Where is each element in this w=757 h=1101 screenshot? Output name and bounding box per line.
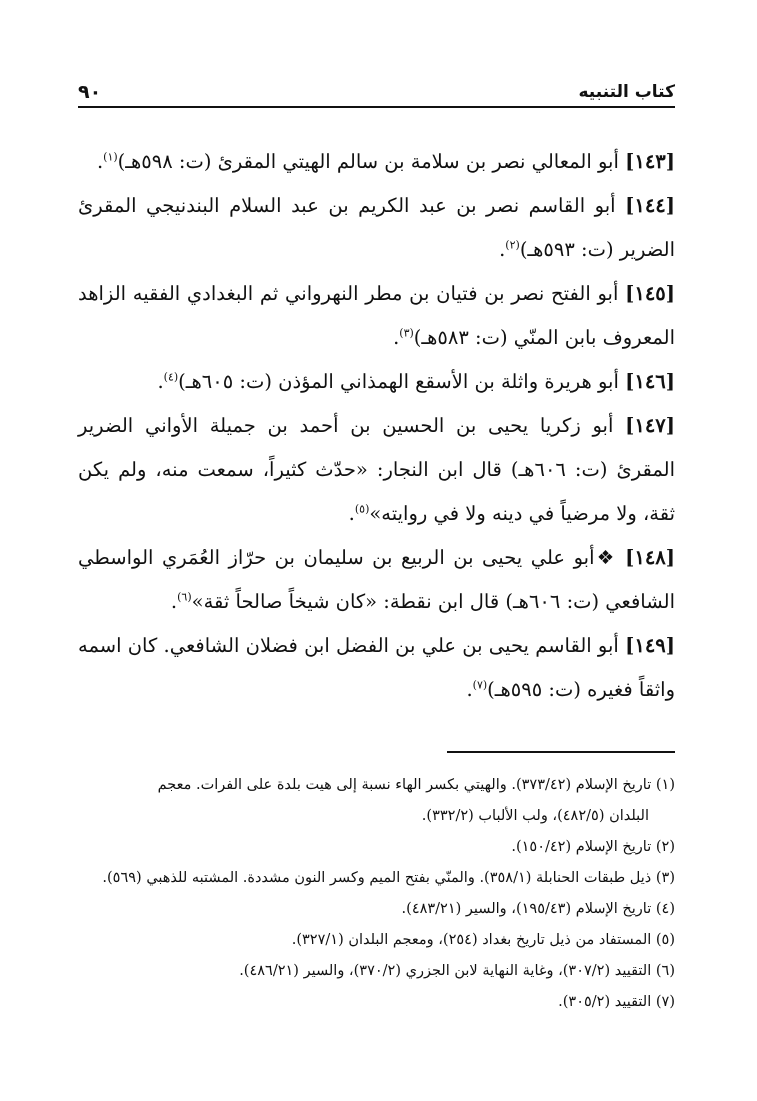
entry-149 [78,624,675,712]
entry-146 [78,360,675,404]
entry-number: [١٤٥] [625,282,675,305]
footnote-3: (٣) ذيل طبقات الحنابلة (٣٥٨/١). والمنّي بفتح الميم وكسر النون مشددة. المشتبه للذهبي (٥٦٩). [102,870,675,886]
entry-147 [78,404,675,536]
footnote-1-continued: البلدان (٤٨٢/٥)، ولب الألباب (٣٣٢/٢). [421,808,649,824]
entry-number: [١٤٩] [625,634,675,657]
footnote-4: (٤) تاريخ الإسلام (١٩٥/٤٣)، والسير (٤٨٣/٢١). [401,901,675,917]
entry-number: [١٤٣] [625,150,675,173]
page-number: ٩٠ [78,81,102,103]
entries-list [78,140,675,712]
footnotes-list [78,770,675,1018]
entry-text: أبو القاسم نصر بن عبد الكريم بن عبد السلام البندنيجي المقرئ الضرير (ت: ٥٩٣هـ) [78,194,675,261]
footnote-ref: (٤) [163,370,179,384]
running-header [78,72,675,108]
footnote-ref: (١) [103,150,118,164]
entry-number: [١٤٦] [625,370,675,393]
entry-end: . [170,590,178,613]
footnote-ref: (٥) [354,502,370,516]
entry-end: . [96,150,104,173]
footnote-2: (٢) تاريخ الإسلام (١٥٠/٤٢). [511,839,675,855]
entry-143 [78,140,675,184]
entry-number: [١٤٨] [625,546,675,569]
entry-number: [١٤٧] [625,414,676,437]
entry-end: . [348,502,355,525]
entry-148 [78,536,675,624]
footnote-ref: (٧) [472,678,488,692]
footnote-ref: (٢) [505,238,520,252]
footnote-separator [447,751,675,753]
footnote-6: (٦) التقييد (٣٠٧/٢)، وغاية النهاية لابن الجزري (٣٧٠/٢)، والسير (٤٨٦/٢١). [239,963,675,979]
footnote-ref: (٦) [177,590,192,604]
footnote-1: (١) تاريخ الإسلام (٣٧٣/٤٢). والهيتي بكسر الهاء نسبة إلى هيت بلدة على الفرات. معجم [157,777,675,793]
footnote-7: (٧) التقييد (٣٠٥/٢). [558,994,675,1010]
entry-text: ❖أبو علي يحيى بن الربيع بن سليمان بن حرّاز العُمَري الواسطي الشافعي (ت: ٦٠٦هـ) قال ابن نقطة: «كان شيخاً صالحاً ثقة» [78,546,675,613]
footnote-5: (٥) المستفاد من ذيل تاريخ بغداد (٢٥٤)، ومعجم البلدان (٣٢٧/١). [291,932,675,948]
entry-number: [١٤٤] [625,194,675,217]
entry-text: أبو الفتح نصر بن فتيان بن مطر النهرواني ثم البغدادي الفقيه الزاهد المعروف بابن المنّي (ت: ٥٨٣هـ) [78,282,675,349]
entry-end: . [157,370,164,393]
entry-text: أبو هريرة واثلة بن الأسقع الهمذاني المؤذن (ت: ٦٠٥هـ) [178,370,619,393]
entry-145 [78,272,675,360]
entry-end: . [466,678,473,701]
entry-text: أبو القاسم يحيى بن علي بن الفضل ابن فضلان الشافعي. كان اسمه واثقاً فغيره (ت: ٥٩٥هـ) [78,634,675,701]
entry-144 [78,184,675,272]
entry-text: أبو زكريا يحيى بن الحسين بن أحمد بن جميلة الأواني الضرير المقرئ (ت: ٦٠٦هـ) قال ابن النجار: «حدّث كثيراً، سمعت منه، ولم يكن ثقة، ولا مرضياً في دينه ولا في روايته» [78,414,676,525]
entry-end: . [393,326,400,349]
entry-text: أبو المعالي نصر بن سلامة بن سالم الهيتي المقرئ (ت: ٥٩٨هـ) [117,150,619,173]
header-title: كتاب التنبيه [578,82,675,102]
footnote-ref: (٣) [399,326,414,340]
entry-end: . [499,238,506,261]
